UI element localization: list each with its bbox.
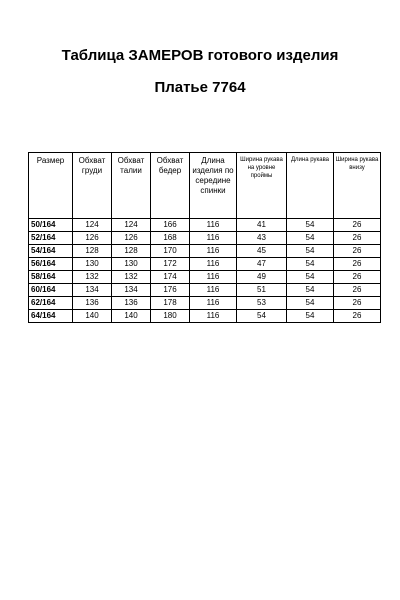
sleeve-length-cell: 54 (287, 310, 334, 323)
hips-cell: 170 (151, 245, 190, 258)
waist-cell: 136 (112, 297, 151, 310)
header-sleeve-length: Длина рукава (287, 153, 334, 219)
back-length-cell: 116 (190, 219, 237, 232)
size-cell: 54/164 (29, 245, 73, 258)
sleeve-length-cell: 54 (287, 219, 334, 232)
table-row (29, 219, 381, 232)
table-row (29, 271, 381, 284)
sleeve-width-armhole-cell: 49 (237, 271, 287, 284)
chest-cell: 124 (73, 219, 112, 232)
sleeve-width-bottom-cell: 26 (334, 232, 381, 245)
sleeve-length-cell: 54 (287, 297, 334, 310)
chest-cell: 128 (73, 245, 112, 258)
waist-cell: 132 (112, 271, 151, 284)
header-waist: Обхват талии (112, 153, 151, 219)
table-row (29, 258, 381, 271)
sleeve-width-bottom-cell: 26 (334, 271, 381, 284)
chest-cell: 130 (73, 258, 112, 271)
chest-cell: 140 (73, 310, 112, 323)
hips-cell: 168 (151, 232, 190, 245)
waist-cell: 128 (112, 245, 151, 258)
size-cell: 62/164 (29, 297, 73, 310)
back-length-cell: 116 (190, 310, 237, 323)
hips-cell: 176 (151, 284, 190, 297)
back-length-cell: 116 (190, 297, 237, 310)
waist-cell: 124 (112, 219, 151, 232)
hips-cell: 174 (151, 271, 190, 284)
sleeve-length-cell: 54 (287, 284, 334, 297)
size-cell: 52/164 (29, 232, 73, 245)
sleeve-width-bottom-cell: 26 (334, 258, 381, 271)
hips-cell: 178 (151, 297, 190, 310)
table-row (29, 245, 381, 258)
header-size: Размер (29, 153, 73, 219)
hips-cell: 172 (151, 258, 190, 271)
sleeve-width-armhole-cell: 54 (237, 310, 287, 323)
hips-cell: 180 (151, 310, 190, 323)
header-sleeve-width-bottom: Ширина рукава внизу (334, 153, 381, 219)
back-length-cell: 116 (190, 245, 237, 258)
sleeve-width-bottom-cell: 26 (334, 310, 381, 323)
sleeve-width-armhole-cell: 47 (237, 258, 287, 271)
waist-cell: 126 (112, 232, 151, 245)
chest-cell: 132 (73, 271, 112, 284)
sleeve-width-bottom-cell: 26 (334, 284, 381, 297)
header-hips: Обхват бедер (151, 153, 190, 219)
sleeve-width-armhole-cell: 45 (237, 245, 287, 258)
table-header-row (29, 153, 381, 219)
chest-cell: 126 (73, 232, 112, 245)
size-cell: 56/164 (29, 258, 73, 271)
sleeve-length-cell: 54 (287, 245, 334, 258)
sleeve-width-armhole-cell: 43 (237, 232, 287, 245)
size-cell: 50/164 (29, 219, 73, 232)
header-chest: Обхват груди (73, 153, 112, 219)
sleeve-width-bottom-cell: 26 (334, 297, 381, 310)
chest-cell: 134 (73, 284, 112, 297)
table-row (29, 297, 381, 310)
sleeve-width-armhole-cell: 41 (237, 219, 287, 232)
waist-cell: 130 (112, 258, 151, 271)
sleeve-length-cell: 54 (287, 232, 334, 245)
sleeve-width-bottom-cell: 26 (334, 245, 381, 258)
sleeve-width-bottom-cell: 26 (334, 219, 381, 232)
sleeve-width-armhole-cell: 53 (237, 297, 287, 310)
size-cell: 60/164 (29, 284, 73, 297)
back-length-cell: 116 (190, 232, 237, 245)
back-length-cell: 116 (190, 258, 237, 271)
back-length-cell: 116 (190, 284, 237, 297)
table-row (29, 232, 381, 245)
table-row (29, 310, 381, 323)
document-title: Таблица ЗАМЕРОВ готового изделия (61, 47, 339, 64)
table-row (29, 284, 381, 297)
size-cell: 64/164 (29, 310, 73, 323)
back-length-cell: 116 (190, 271, 237, 284)
hips-cell: 166 (151, 219, 190, 232)
header-back-length: Длина изделия по середине спинки (190, 153, 237, 219)
document-subtitle: Платье 7764 (154, 79, 246, 96)
waist-cell: 140 (112, 310, 151, 323)
measurements-table (28, 152, 381, 323)
sleeve-length-cell: 54 (287, 258, 334, 271)
header-sleeve-width-armhole: Ширина рукава на уровне проймы (237, 153, 287, 219)
size-cell: 58/164 (29, 271, 73, 284)
waist-cell: 134 (112, 284, 151, 297)
chest-cell: 136 (73, 297, 112, 310)
sleeve-length-cell: 54 (287, 271, 334, 284)
sleeve-width-armhole-cell: 51 (237, 284, 287, 297)
